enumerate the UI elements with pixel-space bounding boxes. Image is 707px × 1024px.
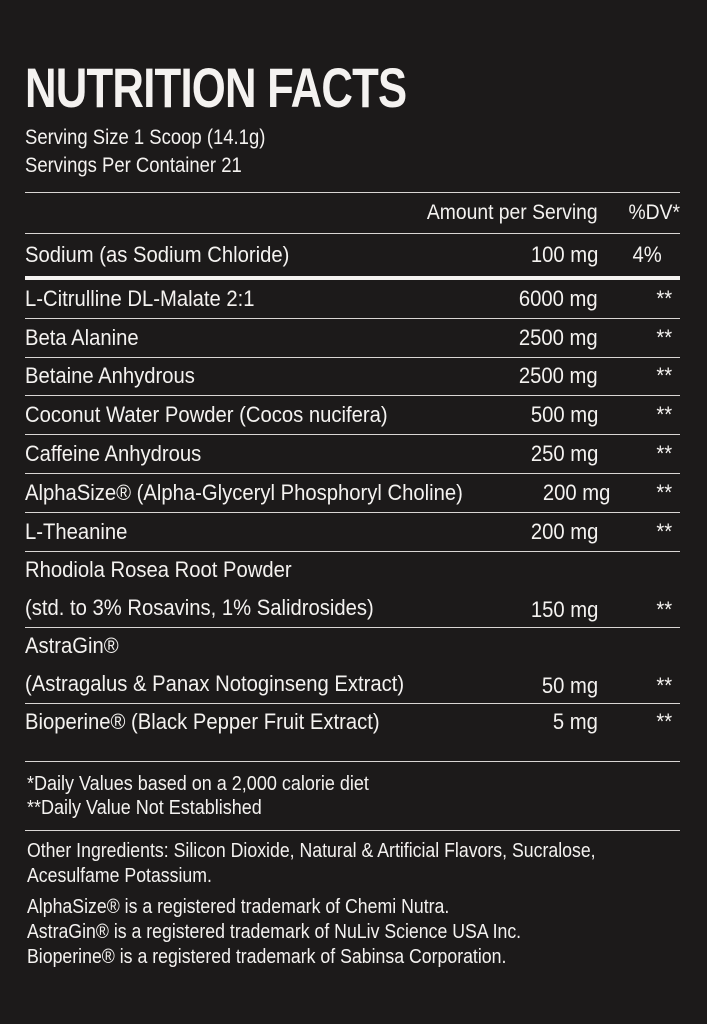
ingredient-row [25, 319, 680, 357]
nutrition-facts-panel [25, 56, 680, 970]
trademark-notes [27, 895, 680, 970]
ingredient-row [25, 474, 680, 512]
row-name: AlphaSize® (Alpha-Glyceryl Phosphoryl Choline) [25, 479, 463, 505]
row-amount: 2500 mg [519, 324, 598, 350]
row-dv: ** [656, 363, 672, 389]
panel-title: NUTRITION FACTS [25, 56, 407, 119]
ingredient-row-bioperine [25, 704, 680, 742]
sodium-row [25, 234, 680, 276]
ingredient-row [25, 358, 680, 396]
row-amount: 2500 mg [519, 363, 598, 389]
row-dv: 4% [632, 242, 662, 267]
ingredient-row-astragin [25, 628, 680, 703]
ingredient-row [25, 435, 680, 473]
row-name-line2: (std. to 3% Rosavins, 1% Salidrosides) [25, 594, 374, 620]
trademark-note: AstraGin® is a registered trademark of NuLiv Science USA Inc. [27, 921, 522, 944]
column-header [25, 193, 680, 233]
footnotes [25, 762, 680, 830]
row-dv: ** [656, 709, 672, 735]
row-amount: 6000 mg [519, 285, 598, 311]
ingredient-row-rhodiola [25, 552, 680, 627]
row-dv: ** [656, 441, 672, 467]
serving-size: Serving Size 1 Scoop (14.1g) [25, 126, 266, 149]
row-dv: ** [656, 324, 672, 350]
amount-header: Amount per Serving [427, 201, 598, 224]
row-name: Beta Alanine [25, 324, 139, 350]
row-dv: ** [656, 402, 672, 428]
row-amount: 5 mg [552, 709, 598, 735]
trademark-note: Bioperine® is a registered trademark of Sabinsa Corporation. [27, 946, 507, 969]
row-name-line1: Rhodiola Rosea Root Powder [25, 557, 292, 583]
row-name-line1: AstraGin® [25, 633, 119, 659]
row-dv: ** [656, 518, 672, 544]
row-amount: 250 mg [530, 441, 598, 467]
servings-per-container: Servings Per Container 21 [25, 154, 242, 177]
dv-header: %DV* [628, 201, 680, 224]
row-dv: ** [656, 479, 672, 505]
row-name: Betaine Anhydrous [25, 363, 195, 389]
row-dv: ** [656, 672, 672, 698]
serving-info [25, 124, 680, 180]
other-ingredients-line1: Other Ingredients: Silicon Dioxide, Natural & Artificial Flavors, Sucralose, [27, 840, 596, 863]
row-amount: 200 mg [530, 518, 598, 544]
footnote-daily-values: *Daily Values based on a 2,000 calorie diet [27, 773, 369, 796]
row-amount: 150 mg [530, 596, 598, 622]
row-name-line2: (Astragalus & Panax Notoginseng Extract) [25, 670, 405, 696]
row-amount: 500 mg [530, 402, 598, 428]
row-name: Sodium (as Sodium Chloride) [25, 242, 290, 267]
other-ingredients [25, 831, 680, 970]
trademark-note: AlphaSize® is a registered trademark of Chemi Nutra. [27, 896, 450, 919]
row-name: Bioperine® (Black Pepper Fruit Extract) [25, 709, 380, 735]
row-name: Coconut Water Powder (Cocos nucifera) [25, 402, 388, 428]
row-dv: ** [656, 596, 672, 622]
row-dv: ** [656, 285, 672, 311]
ingredient-row [25, 396, 680, 434]
row-amount: 50 mg [541, 672, 598, 698]
row-amount: 100 mg [530, 242, 598, 267]
row-amount: 200 mg [542, 479, 610, 505]
row-name: L-Theanine [25, 518, 128, 544]
ingredient-list [25, 280, 680, 741]
ingredient-row [25, 280, 680, 318]
footnote-not-established: **Daily Value Not Established [27, 797, 262, 820]
row-name: Caffeine Anhydrous [25, 441, 202, 467]
other-ingredients-line2: Acesulfame Potassium. [27, 865, 212, 888]
row-name: L-Citrulline DL-Malate 2:1 [25, 285, 255, 311]
ingredient-row [25, 513, 680, 551]
